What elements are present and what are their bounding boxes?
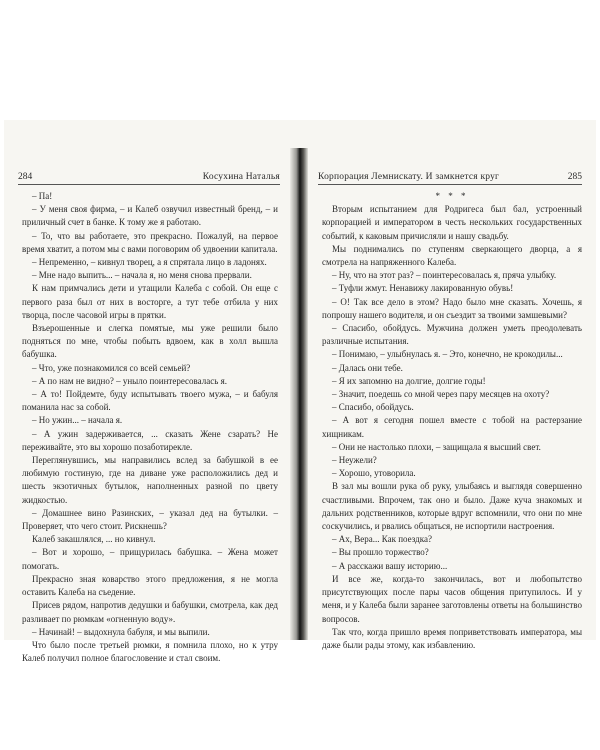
paragraph: – Что, уже познакомился со всей семьей? [32,362,191,373]
paragraph: – Ах, Вера... Как поездка? [332,534,432,545]
right-page-text [322,190,582,652]
paragraph: – А ужин задерживается, ... сказать Жене сзарать? Не переживайте, это вы хорошо позаботирекле. [22,428,278,452]
section-break: * * * [435,191,469,201]
paragraph: Что было после третьей рюмки, я помнила плохо, но к утру Калеб получил полное благословение и стал своим. [22,639,278,664]
paragraph: – А то! Пойдемте, буду испытывать твоего мужа, – и бабуля поманила нас за собой. [22,389,278,413]
paragraph: Присев рядом, напротив дедушки и бабушки, смотрела, как дед разливает по рюмкам «огненную воду». [22,600,278,624]
paragraph: – Я их запомню на долгие, долгие годы! [332,375,486,386]
paragraph: Вторым испытанием для Родригеса был бал, устроенный корпорацией и императором в честь нескольких государственных событий, к каковым причисляли и нашу свадьбу. [322,204,582,241]
paragraph: – Ну, что на этот раз? – поинтересовалась я, пряча улыбку. [332,270,557,281]
paragraph: Прекрасно зная коварство этого предложения, я не могла оставить Калеба на съедение. [22,573,278,598]
paragraph: – Мне надо выпить... – начала я, но меня снова прервали. [32,270,252,281]
paragraph: – Далась они тебе. [332,362,403,373]
left-running-header [18,170,280,185]
left-page [4,120,290,664]
right-page-number: 285 [567,172,582,182]
paragraph: – Значит, поедешь со мной через пару месяцев на охоту? [332,389,550,400]
right-running-header [318,170,582,185]
paragraph: – Неужели? [332,455,377,466]
paragraph: И все же, когда-то закончилась, вот и любопытство присутствующих после пары часов общения притупилось. И у меня, и у Калеба были заранее заготовлены ответы на большинство вопросов. [322,573,582,624]
left-page-number: 284 [18,172,33,182]
paragraph: – О! Так все дело в этом? Надо было мне сказать. Хочешь, я попрошу нашего водителя, и он съездит за твоими замшевыми? [322,296,582,320]
left-page-text [22,190,278,665]
paragraph: – А расскажи вашу историю... [332,560,448,571]
paragraph: – Но ужин... – начала я. [32,415,123,426]
book-spread [4,120,596,664]
paragraph: – Непременно, – кивнул творец, а я спрятала лицо в ладонях. [32,257,267,268]
paragraph: Калеб закашлялся, ... но кивнул. [32,534,156,545]
paragraph: – У меня своя фирма, – и Калеб озвучил известный бренд, – и приличный счет в банке. К тому же я работаю. [22,204,278,228]
book-gutter [290,148,308,640]
paragraph: – Хорошо, утоворила. [332,468,416,479]
paragraph: Мы поднимались по ступеням сверкающего дворца, а я смотрела на напряженного Калеба. [322,243,582,268]
paragraph: В зал мы вошли рука об руку, улыбаясь и выглядя совершенно счастливыми. Впрочем, так оно и было. Даже куча знакомых и дальних родственников, которые вдруг вспомнили, что они по мне соскучились, и рвались общаться, не испортили настроения. [322,481,582,532]
paragraph: – То, что вы работаете, это прекрасно. Пожалуй, на первое время хватит, а потом мы с вами поговорим об удвоении капитала. [22,230,278,254]
right-running-title: Корпорация Лемнискату. И замкнется круг [318,172,500,182]
paragraph: – А по нам не видно? – уныло поинтересовалась я. [32,375,227,386]
paragraph: – Туфли жмут. Ненавижу лакированную обувь! [332,283,514,294]
left-running-title: Косухина Наталья [202,172,280,182]
paragraph: – Домашнее вино Разинских, – указал дед на бутылки. – Проверяет, что чего стоит. Рискнешь? [22,507,278,532]
paragraph: – Па! [32,191,53,201]
paragraph: – Вот и хорошо, – прищурилась бабушка. – Жена может помогать. [22,547,278,571]
paragraph: – Они не настолько плохи, – защищала я высший свет. [332,441,541,452]
paragraph: Так что, когда пришло время поприветствовать императора, мы даже были рады этому, как избавлению. [322,626,582,650]
paragraph: – Начинай! – выдохнула бабуля, и мы выпили. [32,626,210,637]
paragraph: К нам примчались дети и утащили Калеба с собой. Он еще с первого раза был от них в восторге, а тут тебе отбила у них творца, после часовой игры в прятки. [22,283,278,320]
right-page [308,120,596,650]
paragraph: – Вы прошло торжество? [332,547,429,558]
paragraph: Переглянувшись, мы направились вслед за бабушкой в ее любимую гостиную, где на диване уже расположились дед и шесть экзотичных бутылок, наполненных разной по цвету жидкостью. [22,455,278,505]
paragraph: – А вот я сегодня пошел вместе с тобой на растерзание хищникам. [322,415,582,439]
paragraph: – Понимаю, – улыбнулась я. – Это, конечно, не крокодилы... [332,349,563,360]
paragraph: – Спасибо, обойдусь. [332,402,414,413]
paragraph: – Спасибо, обойдусь. Мужчина должен уметь преодолевать различные испытания. [322,323,582,347]
paragraph: Взъерошенные и слегка помятые, мы уже решили было подняться по мне, чтобы побыть вдвоем, как в холл вышла бабушка. [22,323,278,360]
